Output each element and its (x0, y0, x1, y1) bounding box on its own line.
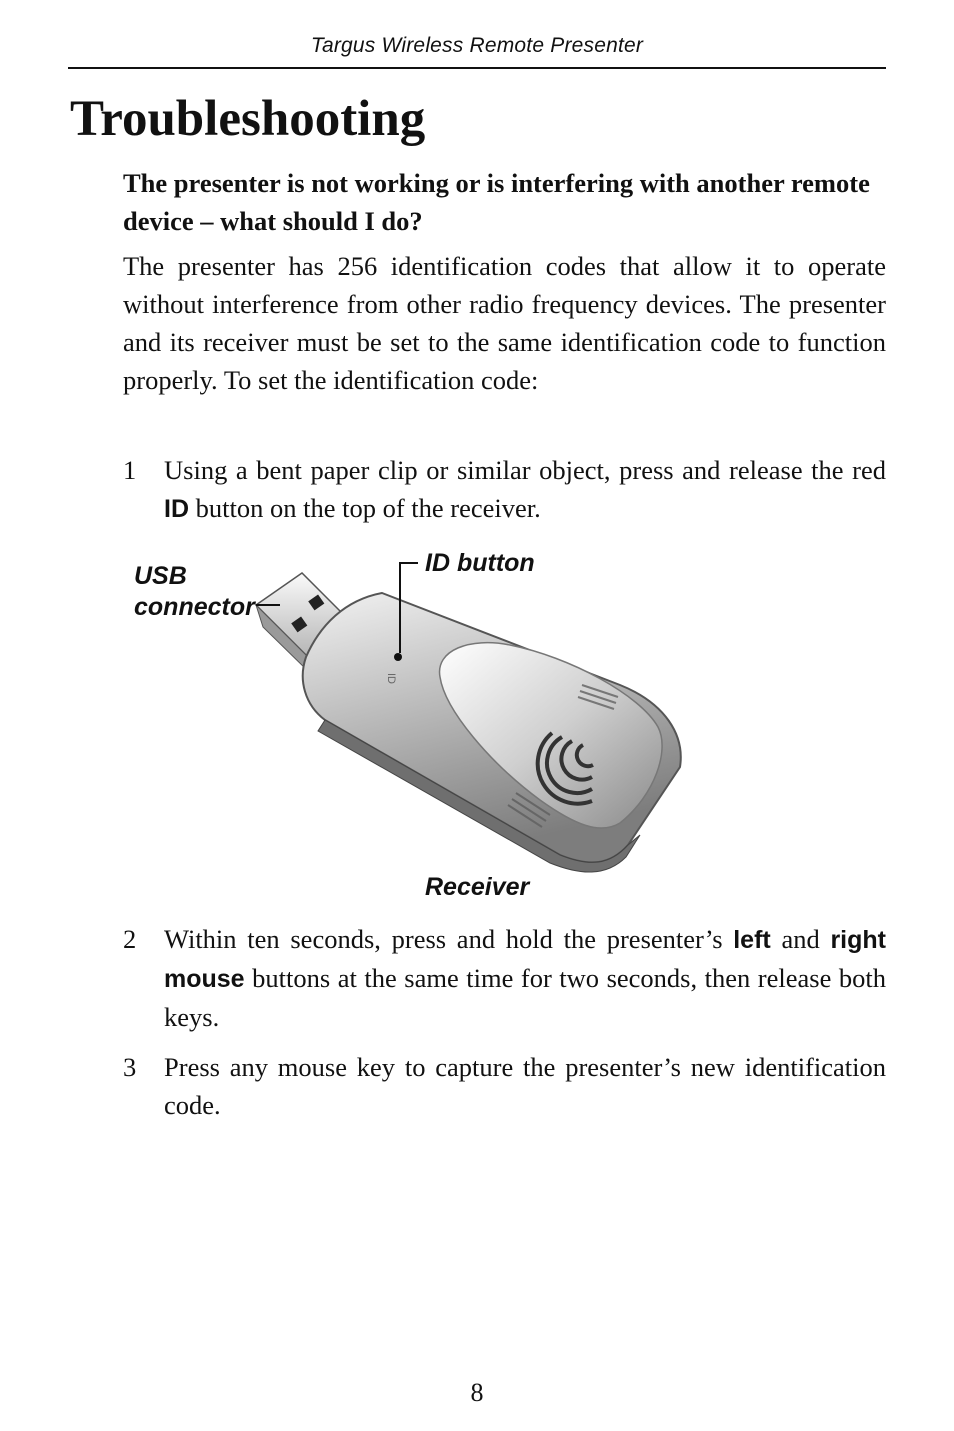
step-text (164, 451, 886, 528)
header-divider (68, 67, 886, 69)
receiver-body (303, 593, 681, 872)
page-number: 8 (470, 1378, 484, 1407)
step-text: Press any mouse key to capture the presenter’s new identification code. (164, 1052, 886, 1120)
step-text (164, 920, 886, 1036)
figure-caption: Receiver (425, 873, 530, 901)
usb-label-line1: USB (134, 562, 187, 590)
id-button-hole (394, 653, 402, 661)
step-number: 2 (123, 924, 137, 954)
id-emphasis: ID (164, 495, 189, 523)
step-number: 1 (123, 455, 137, 485)
running-header: Targus Wireless Remote Presenter (310, 34, 644, 57)
faq-question: The presenter is not working or is interfering with another remote device – what should I do? (123, 168, 870, 236)
step-text-part: button on the top of the receiver. (189, 493, 541, 523)
right-mouse-emphasis: right mouse (164, 926, 886, 993)
page-title: Troubleshooting (70, 91, 426, 147)
step-text-part: Within ten seconds, press and hold the presenter’s (164, 924, 734, 954)
left-emphasis: left (733, 926, 771, 954)
step-text-part: buttons at the same time for two seconds, then release both keys. (164, 963, 886, 1032)
step-text-part: and (770, 924, 831, 954)
step-number: 3 (123, 1052, 137, 1082)
intro-paragraph: The presenter has 256 identification codes that allow it to operate without interference from other radio frequency devices. The presenter and its receiver must be set to the same identification code to function properly. To set the identification code: (123, 251, 886, 395)
step-text-part: Using a bent paper clip or similar object, press and release the red (164, 455, 886, 485)
receiver-figure (120, 545, 720, 915)
id-button-label: ID button (425, 549, 535, 577)
device-id-marking: ID (385, 673, 397, 684)
usb-label-line2: connector (134, 593, 255, 621)
